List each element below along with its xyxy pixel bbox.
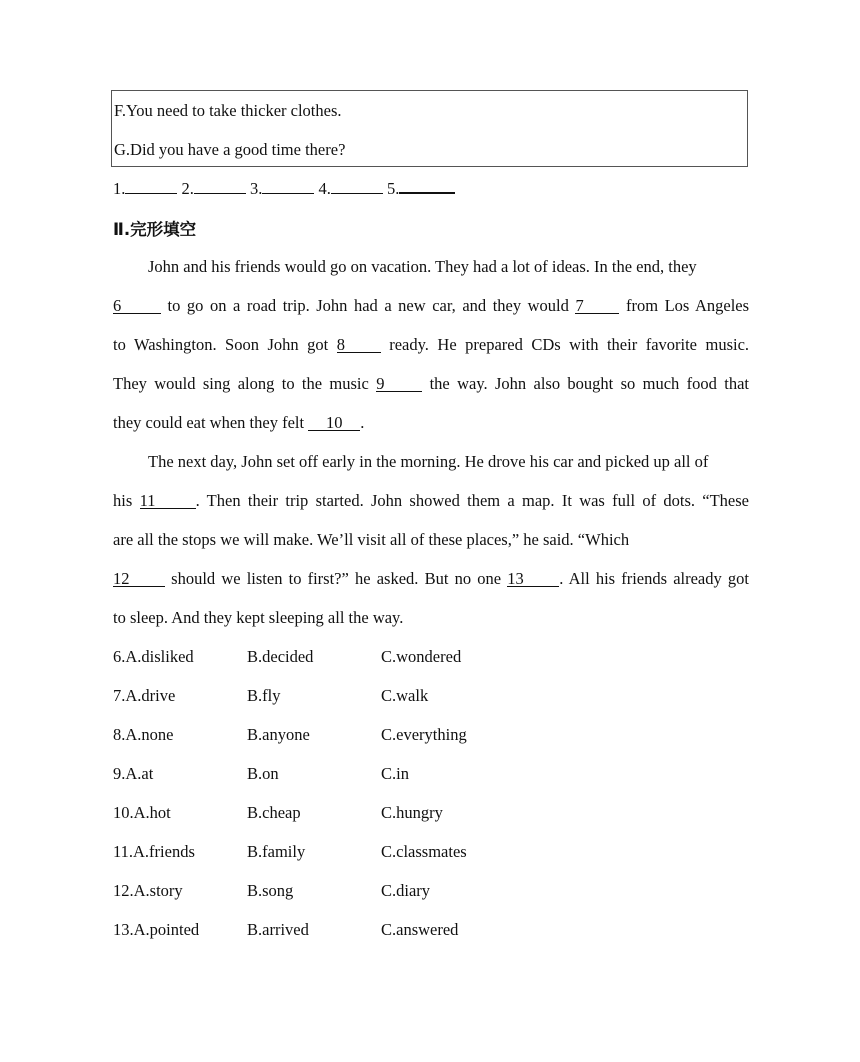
choice-a: 12.A.story [113,881,183,900]
choice-c: C.hungry [381,803,443,822]
passage-line: The next day, John set off early in the morning. He drove his car and picked up all of [148,452,709,471]
blank-7: 7 [575,298,619,314]
choice-a: 11.A.friends [113,842,195,861]
choice-c: C.classmates [381,842,467,861]
answer-number-3: 3. [250,179,263,198]
choice-b: B.decided [247,647,314,666]
choice-c: C.diary [381,881,431,900]
passage-text: to Washington. Soon John got [113,335,329,354]
passage-text: should we listen to first?” he asked. But no one [171,569,502,588]
passage-text: the way. John also bought so much food that [429,374,749,393]
passage-line: are all the stops we will make. We’ll visit all of these places,” he said. “Which [113,530,630,549]
choice-c: C.answered [381,920,459,939]
passage-line: John and his friends would go on vacation. They had a lot of ideas. In the end, they [148,257,697,276]
choice-a: 8.A.none [113,725,174,744]
passage-line [113,335,749,355]
option-g: G.Did you have a good time there? [114,140,346,159]
choice-a: 13.A.pointed [113,920,200,939]
option-f: F.You need to take thicker clothes. [114,101,342,120]
passage-line [113,296,749,316]
choice-c: C.wondered [381,647,462,666]
passage-text: from Los Angeles [625,296,750,315]
blank-6: 6 [113,298,161,314]
blank-13: 13 [507,571,559,587]
passage-line [113,413,364,433]
answer-line [113,178,455,199]
answer-slot-5 [399,178,455,194]
choice-a: 9.A.at [113,764,154,783]
passage-text: to go on a road trip. John had a new car, and they would [167,296,569,315]
passage-text: they could eat when they felt [113,413,305,432]
choice-b: B.family [247,842,306,861]
choice-c: C.everything [381,725,467,744]
passage-text: They would sing along to the music [113,374,369,393]
choice-b: B.arrived [247,920,309,939]
passage-line [113,374,749,394]
choice-b: B.fly [247,686,281,705]
answer-slot-3 [262,179,314,194]
answer-number-5: 5. [387,179,400,198]
choice-a: 6.A.disliked [113,647,194,666]
choice-b: B.anyone [247,725,310,744]
options-box [111,90,748,167]
section-heading: Ⅱ.完形填空 [113,220,197,239]
passage-text: . [360,413,365,432]
choice-c: C.walk [381,686,429,705]
blank-12: 12 [113,571,165,587]
choice-b: B.on [247,764,279,783]
passage-text: ready. He prepared CDs with their favorite music. [389,335,750,354]
choice-c: C.in [381,764,409,783]
choice-a: 10.A.hot [113,803,171,822]
passage-text: . All his friends already got [559,569,749,588]
blank-10: 10 [308,415,360,431]
passage-line [113,491,749,511]
passage-line [113,569,749,589]
answer-number-2: 2. [181,179,194,198]
answer-slot-2 [194,179,246,194]
answer-slot-1 [125,179,177,194]
choice-b: B.song [247,881,294,900]
answer-number-1: 1. [113,179,126,198]
choice-b: B.cheap [247,803,301,822]
answer-slot-4 [331,179,383,194]
passage-line: to sleep. And they kept sleeping all the way. [113,608,404,627]
answer-number-4: 4. [318,179,331,198]
choice-a: 7.A.drive [113,686,176,705]
passage-text: his [113,491,133,510]
blank-8: 8 [337,337,381,353]
blank-9: 9 [376,376,422,392]
passage-text: . Then their trip started. John showed them a map. It was full of dots. “These [195,491,750,510]
blank-11: 11 [140,493,196,509]
